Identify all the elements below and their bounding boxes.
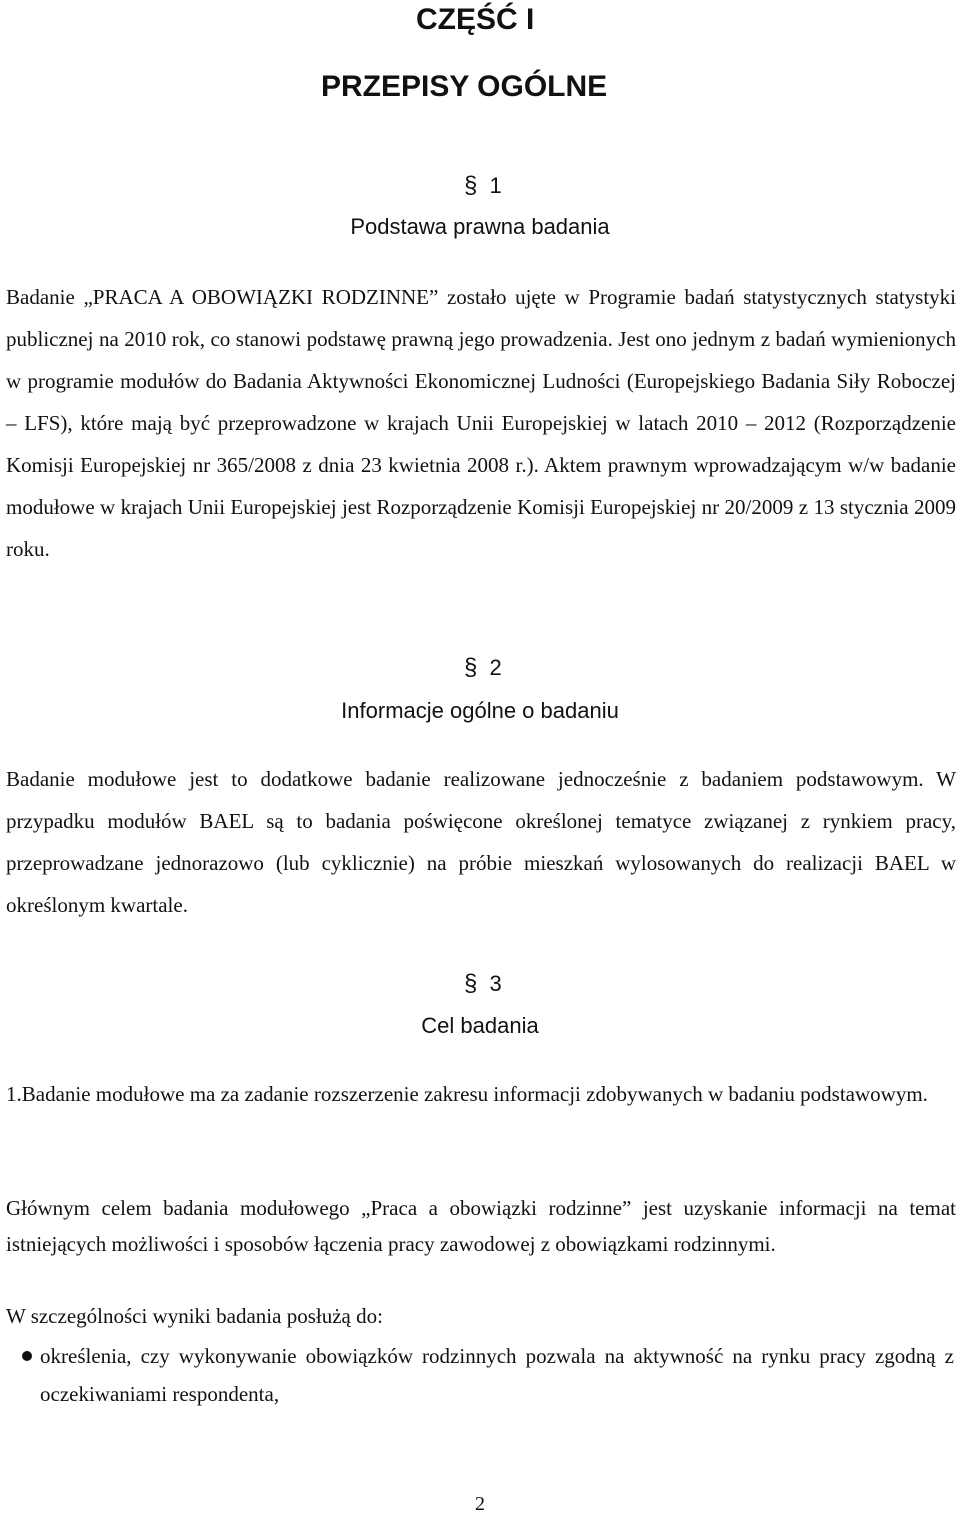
section-sign: § bbox=[464, 970, 478, 997]
section-1-title: Podstawa prawna badania bbox=[350, 214, 610, 239]
section-2-paragraph: Badanie modułowe jest to dodatkowe badanie realizowane jednocześnie z badaniem podstawowym. W przypadku modułów BAEL są to badania poświęcone określonej tematyce związanej z rynkiem pracy, przeprowadzane jednorazowo (lub cyklicznie) na próbie mieszkań wylosowanych do realizacji BAEL w określonym kwartale. bbox=[6, 767, 956, 917]
list-item-text: określenia, czy wykonywanie obowiązków rodzinnych pozwala na aktywność na rynku pracy zgodną z oczekiwaniami respondenta, bbox=[40, 1344, 954, 1406]
section-2-title: Informacje ogólne o badaniu bbox=[341, 698, 619, 723]
section-2-number bbox=[464, 654, 502, 682]
bullet-list bbox=[0, 1337, 960, 1413]
section-sign: § bbox=[464, 172, 478, 199]
section-3-paragraph-1: 1.Badanie modułowe ma za zadanie rozszerzenie zakresu informacji zdobywanych w badaniu podstawowym. bbox=[6, 1082, 928, 1106]
section-3-paragraph-3: W szczególności wyniki badania posłużą do: bbox=[6, 1304, 383, 1328]
list-item bbox=[0, 1337, 960, 1413]
bullet-dot-icon bbox=[22, 1351, 32, 1361]
section-number: 1 bbox=[489, 173, 502, 198]
section-1-number bbox=[464, 172, 502, 200]
part-title: PRZEPISY OGÓLNE bbox=[321, 70, 608, 103]
page-number: 2 bbox=[475, 1493, 485, 1515]
part-label: CZĘŚĆ I bbox=[416, 3, 535, 36]
section-3-paragraph-2: Głównym celem badania modułowego „Praca a obowiązki rodzinne” jest uzyskanie informacji na temat istniejących możliwości i sposobów łączenia pracy zawodowej z obowiązkami rodzinnymi. bbox=[6, 1196, 956, 1256]
section-1-paragraph: Badanie „PRACA A OBOWIĄZKI RODZINNE” zostało ujęte w Programie badań statystycznych statystyki publicznej na 2010 rok, co stanowi podstawę prawną jego prowadzenia. Jest ono jednym z badań wymienionych w programie modułów do Badania Aktywności Ekonomicznej Ludności (Europejskiego Badania Siły Roboczej – LFS), które mają być przeprowadzone w krajach Unii Europejskiej w latach 2010 – 2012 (Rozporządzenie Komisji Europejskiej nr 365/2008 z dnia 23 kwietnia 2008 r.). Aktem prawnym wprowadzającym w/w badanie modułowe w krajach Unii Europejskiej jest Rozporządzenie Komisji Europejskiej nr 20/2009 z 13 stycznia 2009 roku. bbox=[6, 285, 956, 561]
section-3-title: Cel badania bbox=[421, 1013, 539, 1038]
section-number: 2 bbox=[489, 655, 502, 680]
section-3-number bbox=[464, 970, 502, 998]
section-sign: § bbox=[464, 654, 478, 681]
section-number: 3 bbox=[489, 971, 502, 996]
